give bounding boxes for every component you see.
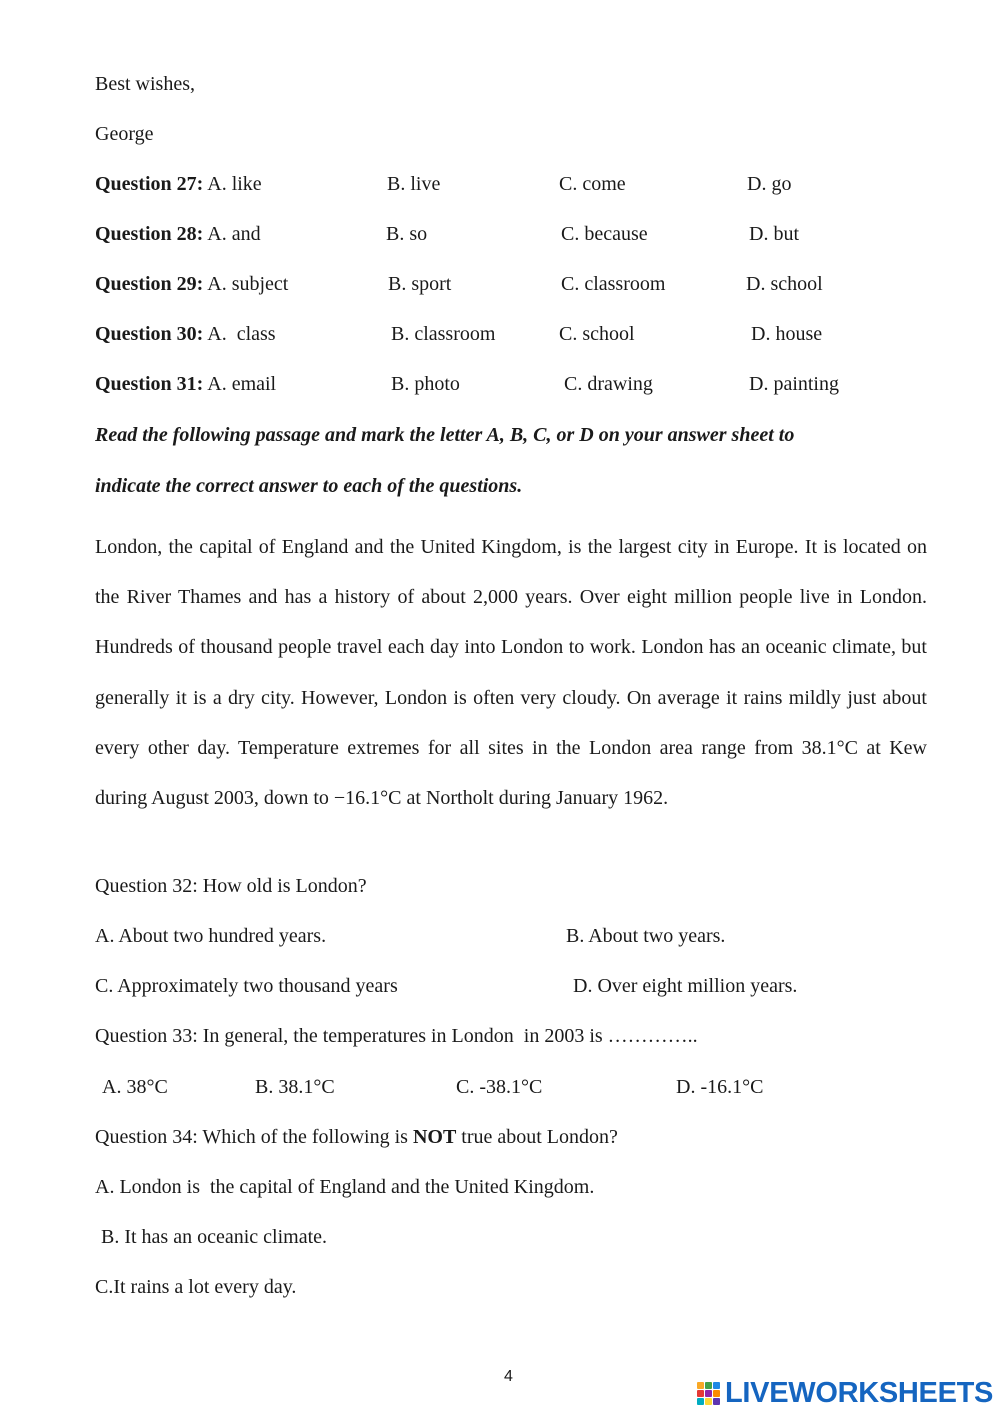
question-31-option-c[interactable]: C. drawing xyxy=(564,373,653,395)
question-30-option-a[interactable]: A. class xyxy=(207,323,276,345)
question-34-text xyxy=(95,1125,618,1149)
question-29-option-c[interactable]: C. classroom xyxy=(561,273,666,295)
question-28 xyxy=(95,222,261,246)
question-34-text-post: true about London? xyxy=(456,1126,618,1148)
question-34-option-a[interactable]: A. London is the capital of England and the United Kingdom. xyxy=(95,1176,595,1198)
question-29-option-b[interactable]: B. sport xyxy=(388,273,452,295)
letter-closing: Best wishes, xyxy=(95,73,195,95)
question-33-text: Question 33: In general, the temperatures in London in 2003 is ………….. xyxy=(95,1025,698,1047)
question-34-option-b[interactable]: B. It has an oceanic climate. xyxy=(101,1226,328,1248)
question-33-option-d[interactable]: D. -16.1°C xyxy=(676,1076,764,1098)
question-30-option-c[interactable]: C. school xyxy=(559,323,635,345)
question-28-option-c[interactable]: C. because xyxy=(561,223,648,245)
instruction-line-1: Read the following passage and mark the letter A, B, C, or D on your answer sheet to xyxy=(95,424,795,446)
page-number: 4 xyxy=(504,1368,513,1385)
question-31 xyxy=(95,372,276,396)
question-32-option-c[interactable]: C. Approximately two thousand years xyxy=(95,975,398,997)
question-31-option-a[interactable]: A. email xyxy=(207,373,277,395)
question-27-option-a[interactable]: A. like xyxy=(207,173,262,195)
question-30 xyxy=(95,322,276,346)
question-34-text-pre: Question 34: Which of the following is xyxy=(95,1126,413,1148)
question-33-option-b[interactable]: B. 38.1°C xyxy=(255,1076,335,1098)
question-33-option-c[interactable]: C. -38.1°C xyxy=(456,1076,543,1098)
question-27-option-b[interactable]: B. live xyxy=(387,173,441,195)
liveworksheets-grid-icon xyxy=(697,1380,721,1406)
instruction-line-2: indicate the correct answer to each of the questions. xyxy=(95,475,523,497)
question-33-option-a[interactable]: A. 38°C xyxy=(102,1076,168,1098)
question-32-option-b[interactable]: B. About two years. xyxy=(566,925,726,947)
question-27-option-d[interactable]: D. go xyxy=(747,173,792,195)
question-30-option-b[interactable]: B. classroom xyxy=(391,323,496,345)
question-27-option-c[interactable]: C. come xyxy=(559,173,626,195)
question-28-option-b[interactable]: B. so xyxy=(386,223,428,245)
question-30-option-d[interactable]: D. house xyxy=(751,323,823,345)
question-32-option-a[interactable]: A. About two hundred years. xyxy=(95,925,327,947)
question-31-option-d[interactable]: D. painting xyxy=(749,373,839,395)
question-28-option-a[interactable]: A. and xyxy=(207,223,261,245)
liveworksheets-wordmark: LIVEWORKSHEETS xyxy=(725,1376,994,1409)
question-29-label: Question 29: xyxy=(95,273,204,295)
question-34-text-emphasis: NOT xyxy=(412,1126,457,1148)
question-31-option-b[interactable]: B. photo xyxy=(391,373,460,395)
question-32-option-d[interactable]: D. Over eight million years. xyxy=(573,975,798,997)
letter-signature: George xyxy=(95,123,154,145)
question-27 xyxy=(95,172,262,196)
question-29 xyxy=(95,272,288,296)
question-34-option-c[interactable]: C.It rains a lot every day. xyxy=(95,1276,297,1298)
question-28-option-d[interactable]: D. but xyxy=(749,223,799,245)
question-31-label: Question 31: xyxy=(95,373,204,395)
reading-passage: London, the capital of England and the United Kingdom, is the largest city in Europe. It is located on the River Thames and has a history of about 2,000 years. Over eight million people live in London. Hundreds of thousand people travel each day into London to work. London has an oceanic climate, but generally it is a dry city. However, London is often very cloudy. On average it rains mildly just about every other day. Temperature extremes for all sites in the London area range from 38.1°C at Kew during August 2003, down to −16.1°C at Northolt during January 1962. xyxy=(95,536,927,810)
liveworksheets-logo[interactable] xyxy=(697,1376,993,1410)
question-29-option-a[interactable]: A. subject xyxy=(207,273,289,295)
question-27-label: Question 27: xyxy=(95,173,204,195)
question-29-option-d[interactable]: D. school xyxy=(746,273,823,295)
question-32-text: Question 32: How old is London? xyxy=(95,875,367,897)
question-28-label: Question 28: xyxy=(95,223,204,245)
question-30-label: Question 30: xyxy=(95,323,204,345)
